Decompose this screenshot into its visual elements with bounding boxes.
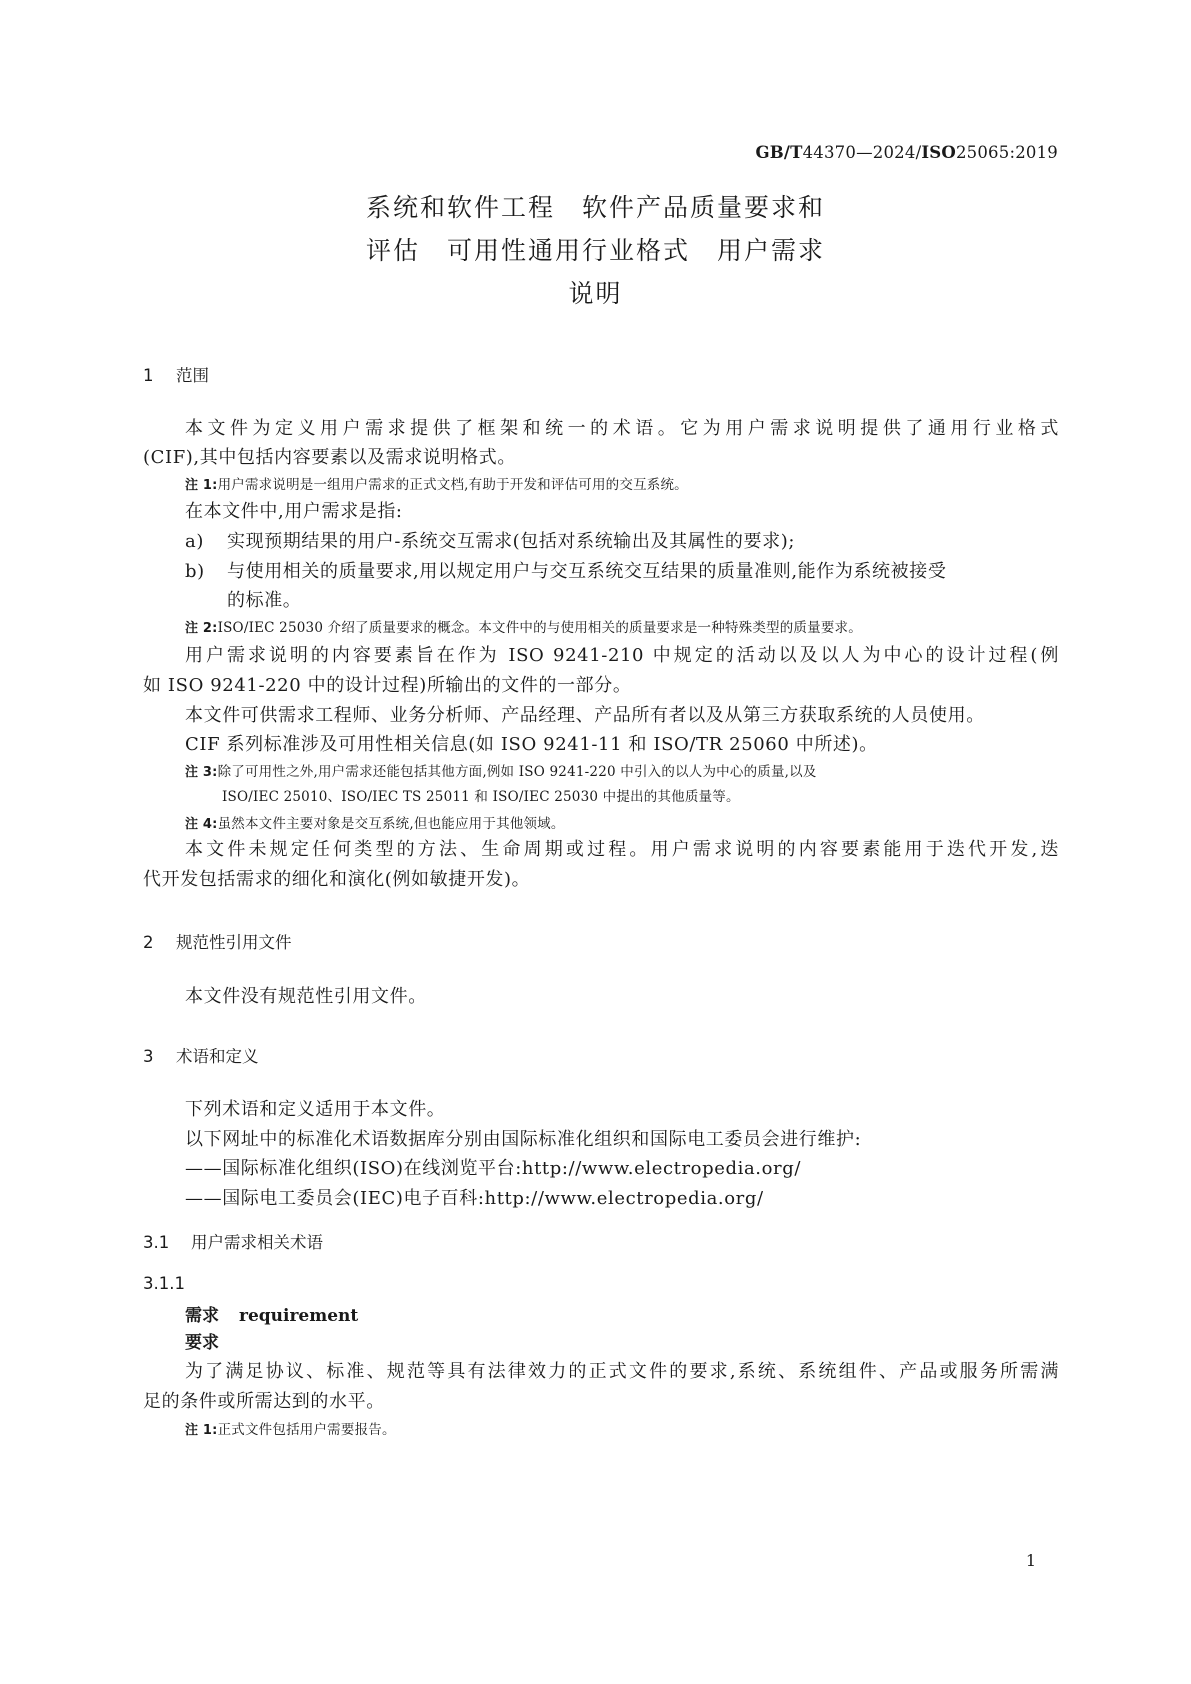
note xyxy=(185,812,565,832)
paragraph: 在本文件中,用户需求是指: xyxy=(185,501,403,522)
paragraph: 以下网址中的标准化术语数据库分别由国际标准化组织和国际电工委员会进行维护: xyxy=(185,1129,862,1150)
section-title: 术语和定义 xyxy=(176,1047,259,1066)
document-header xyxy=(755,143,1058,162)
list-text: 与使用相关的质量要求,用以规定用户与交互系统交互结果的质量准则,能作为系统被接受 xyxy=(227,561,947,582)
note xyxy=(185,1418,396,1438)
title-line-2: 评估 可用性通用行业格式 用户需求 xyxy=(365,236,825,265)
note-text: 用户需求说明是一组用户需求的正式文档,有助于开发和评估可用的交互系统。 xyxy=(217,477,688,493)
title-line-1: 系统和软件工程 软件产品质量要求和 xyxy=(365,193,825,222)
paragraph: CIF 系列标准涉及可用性相关信息(如 ISO 9241-11 和 ISO/TR 25060 中所述)。 xyxy=(185,734,878,755)
subsection-number: 3.1 xyxy=(143,1233,170,1252)
list-text: 实现预期结果的用户-系统交互需求(包括对系统输出及其属性的要求); xyxy=(227,531,795,552)
section-title: 范围 xyxy=(176,366,209,385)
paragraph: 本文件未规定任何类型的方法、生命周期或过程。用户需求说明的内容要素能用于迭代开发,迭 xyxy=(185,839,1059,860)
section-number: 1 xyxy=(143,366,154,385)
paragraph: 下列术语和定义适用于本文件。 xyxy=(185,1099,446,1120)
paragraph: (CIF),其中包括内容要素以及需求说明格式。 xyxy=(143,447,516,468)
note-text: 正式文件包括用户需要报告。 xyxy=(217,1422,396,1438)
paragraph: 本文件可供需求工程师、业务分析师、产品经理、产品所有者以及从第三方获取系统的人员使用。 xyxy=(185,705,985,726)
note-label: 注 3: xyxy=(185,765,218,780)
definition: 足的条件或所需达到的水平。 xyxy=(143,1391,385,1412)
std-number-gb: 44370—2024/ xyxy=(802,143,922,162)
note-continued: ISO/IEC 25010、ISO/IEC TS 25011 和 ISO/IEC 25030 中提出的其他质量等。 xyxy=(222,789,740,805)
section-3-heading xyxy=(143,1043,259,1067)
subsection-title: 用户需求相关术语 xyxy=(191,1233,323,1252)
paragraph: 本文件没有规范性引用文件。 xyxy=(185,986,427,1007)
note xyxy=(185,616,862,636)
definition: 为了满足协议、标准、规范等具有法律效力的正式文件的要求,系统、系统组件、产品或服务所需满 xyxy=(185,1361,1059,1382)
title-line-3: 说明 xyxy=(568,279,623,308)
term-english: requirement xyxy=(239,1306,359,1326)
paragraph: 用户需求说明的内容要素旨在作为 ISO 9241-210 中规定的活动以及以人为中心的设计过程(例 xyxy=(185,645,1059,666)
note-text: 除了可用性之外,用户需求还能包括其他方面,例如 ISO 9241-220 中引入的以人为中心的质量,以及 xyxy=(217,764,817,780)
std-code-gb: GB/T xyxy=(755,143,803,162)
list-item-b-continued: 的标准。 xyxy=(227,590,302,611)
section-title: 规范性引用文件 xyxy=(176,933,292,952)
link-item-iec: ——国际电工委员会(IEC)电子百科:http://www.electropedia.org/ xyxy=(185,1188,764,1209)
note-label: 注 1: xyxy=(185,478,218,493)
note xyxy=(185,473,688,493)
std-number-iso: 25065:2019 xyxy=(955,143,1058,162)
link-item-iso: ——国际标准化组织(ISO)在线浏览平台:http://www.electropedia.org/ xyxy=(185,1158,802,1179)
paragraph: 如 ISO 9241-220 中的设计过程)所输出的文件的一部分。 xyxy=(143,675,632,696)
list-item-a xyxy=(185,527,795,553)
section-2-heading xyxy=(143,929,292,953)
section-number: 3 xyxy=(143,1047,154,1066)
subsection-3-1-heading xyxy=(143,1229,323,1253)
term-heading xyxy=(185,1301,358,1326)
std-code-iso: ISO xyxy=(921,143,956,162)
term-number: 3.1.1 xyxy=(143,1274,185,1293)
paragraph: 代开发包括需求的细化和演化(例如敏捷开发)。 xyxy=(143,869,531,890)
list-label: a) xyxy=(185,531,204,552)
paragraph: 本文件为定义用户需求提供了框架和统一的术语。它为用户需求说明提供了通用行业格式 xyxy=(185,418,1059,439)
note-label: 注 4: xyxy=(185,817,218,832)
note-text: ISO/IEC 25030 介绍了质量要求的概念。本文件中的与使用相关的质量要求是一种特殊类型的质量要求。 xyxy=(217,620,862,636)
note xyxy=(185,760,817,780)
list-item-b xyxy=(185,557,946,583)
note-label: 注 1: xyxy=(185,1423,218,1438)
note-text: 虽然本文件主要对象是交互系统,但也能应用于其他领域。 xyxy=(217,816,565,832)
note-label: 注 2: xyxy=(185,621,218,636)
list-label: b) xyxy=(185,561,205,582)
term-chinese: 需求 xyxy=(185,1306,219,1326)
section-number: 2 xyxy=(143,933,154,952)
term-admitted: 要求 xyxy=(185,1333,219,1353)
section-1-heading xyxy=(143,362,209,386)
page-number: 1 xyxy=(1025,1551,1036,1570)
